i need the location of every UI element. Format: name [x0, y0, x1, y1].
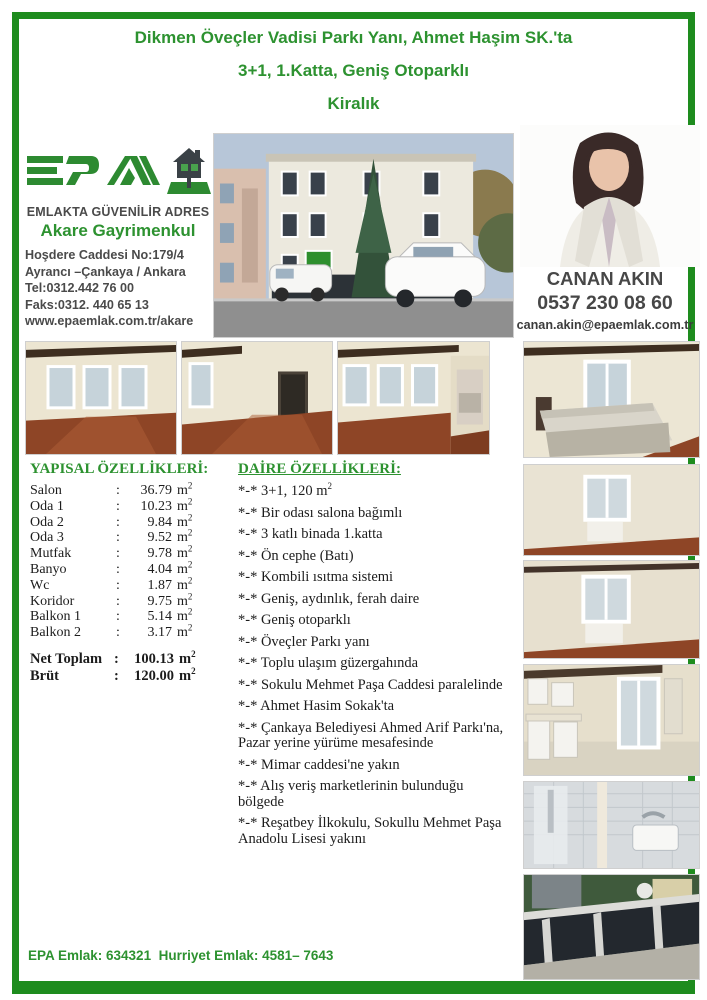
living-room-photo [25, 341, 177, 455]
bottom-green-bar [12, 981, 695, 994]
living-room-with-bedroom-view-photo [337, 341, 490, 455]
table-row: Balkon 1 : 5.14 $m^2$ [30, 606, 193, 625]
table-row: Salon : 36.79 $m^2$ [30, 480, 193, 498]
living-room-illustration [182, 342, 332, 454]
agency-address-line: www.epaemlak.com.tr/akare [25, 314, 194, 329]
kitchen-illustration [524, 665, 699, 775]
list-item: *-* Sokulu Mehmet Paşa Caddesi paralelinde [238, 676, 503, 693]
features-list [238, 481, 512, 847]
apartment-features-section [238, 461, 512, 853]
structural-totals [30, 651, 232, 686]
building-exterior-photo [213, 133, 514, 338]
table-row: Oda 1 : 10.23 $m^2$ [30, 496, 193, 514]
table-row: Oda 2 : 9.84 $m^2$ [30, 511, 193, 530]
bathroom-photo [523, 781, 700, 869]
title-line: 3+1, 1.Katta, Geniş Otoparklı [237, 61, 469, 80]
table-row: Mutfak : 9.78 $m^2$ [30, 543, 193, 562]
agency-block [25, 146, 211, 241]
title-line: Kiralık [327, 94, 380, 113]
kitchen-photo [523, 664, 700, 776]
bedroom-photo [523, 341, 700, 458]
list-item: *-* 3 katlı binada 1.katta [238, 526, 383, 542]
balcony-photo [523, 874, 700, 980]
list-item: *-* 3+1, 120 $m^2$ [238, 481, 333, 499]
empty-room-illustration [524, 465, 699, 555]
building-exterior-illustration [214, 134, 513, 337]
agency-tagline: EMLAKTA GÜVENİLİR ADRES [26, 205, 210, 219]
list-item: *-* Reşatbey İlkokulu, Sokullu Mehmet Paşa Anadolu Lisesi yakını [238, 815, 502, 847]
list-item: *-* Toplu ulaşım güzergahında [238, 655, 419, 671]
list-item: *-* Bir odası salona bağımlı [238, 504, 403, 521]
title-block [24, 26, 683, 125]
list-item: *-* Öveçler Parkı yanı [238, 633, 370, 650]
agent-email: canan.akin@epaemlak.com.tr [516, 318, 694, 332]
agent-name: CANAN AKIN [546, 268, 664, 289]
list-item: *-* Mimar caddesi'ne yakın [238, 756, 400, 773]
agency-address [25, 247, 221, 330]
list-item: *-* Ahmet Hasim Sokak'ta [238, 698, 395, 714]
table-row: Oda 3 : 9.52 $m^2$ [30, 527, 193, 546]
title-line: Dikmen Öveçler Vadisi Parkı Yanı, Ahmet Haşim SK.'ta [134, 28, 573, 47]
bedroom-illustration [524, 342, 699, 457]
list-item: *-* Geniş, aydınlık, ferah daire [238, 590, 420, 607]
agent-portrait-illustration [520, 125, 700, 267]
living-room-illustration [26, 342, 176, 454]
features-heading: DAİRE ÖZELLİKLERİ: [238, 461, 401, 477]
list-item: *-* Alış veriş marketlerinin bulunduğu bölgede [238, 778, 464, 810]
table-row: Net Toplam : 100.13 $m^2$ [30, 649, 196, 667]
bathroom-illustration [524, 782, 699, 868]
table-row: Banyo : 4.04 $m^2$ [30, 559, 193, 577]
table-row: Wc : 1.87 $m^2$ [30, 575, 193, 593]
epa-logo [25, 146, 211, 202]
structural-features-section [30, 461, 232, 686]
listing-ids: EPA Emlak: 634321 Hurriyet Emlak: 4581– 7643 [28, 948, 334, 963]
agent-portrait-photo [520, 125, 700, 267]
structural-heading: YAPISAL ÖZELLİKLERİ: [30, 461, 209, 477]
balcony-illustration [524, 875, 699, 979]
living-room-photo [181, 341, 333, 455]
list-item: *-* Ön cephe (Batı) [238, 547, 354, 564]
agent-phone: 0537 230 08 60 [537, 292, 673, 314]
table-row: Koridor : 9.75 $m^2$ [30, 590, 193, 609]
agency-address-line: Tel:0312.442 76 00 [25, 281, 134, 296]
house-icon [167, 148, 211, 194]
agency-address-line: Ayrancı –Çankaya / Ankara [25, 264, 186, 279]
table-row: Balkon 2 : 3.17 $m^2$ [30, 622, 193, 641]
list-item: *-* Çankaya Belediyesi Ahmed Arif Parkı'na, Pazar yerine yürüme mesafesinde [238, 719, 504, 751]
agency-address-line: Faks:0312. 440 65 13 [25, 297, 149, 312]
empty-room-photo [523, 560, 700, 659]
living-room-illustration [338, 342, 489, 454]
structural-table [30, 480, 232, 641]
empty-room-photo [523, 464, 700, 556]
agency-address-line: Hoşdere Caddesi No:179/4 [25, 248, 184, 262]
empty-room-illustration [524, 561, 699, 658]
list-item: *-* Kombili ısıtma sistemi [238, 569, 394, 585]
agency-name: Akare Gayrimenkul [40, 221, 196, 240]
table-row: Brüt : 120.00 $m^2$ [30, 666, 196, 685]
list-item: *-* Geniş otoparklı [238, 612, 351, 628]
